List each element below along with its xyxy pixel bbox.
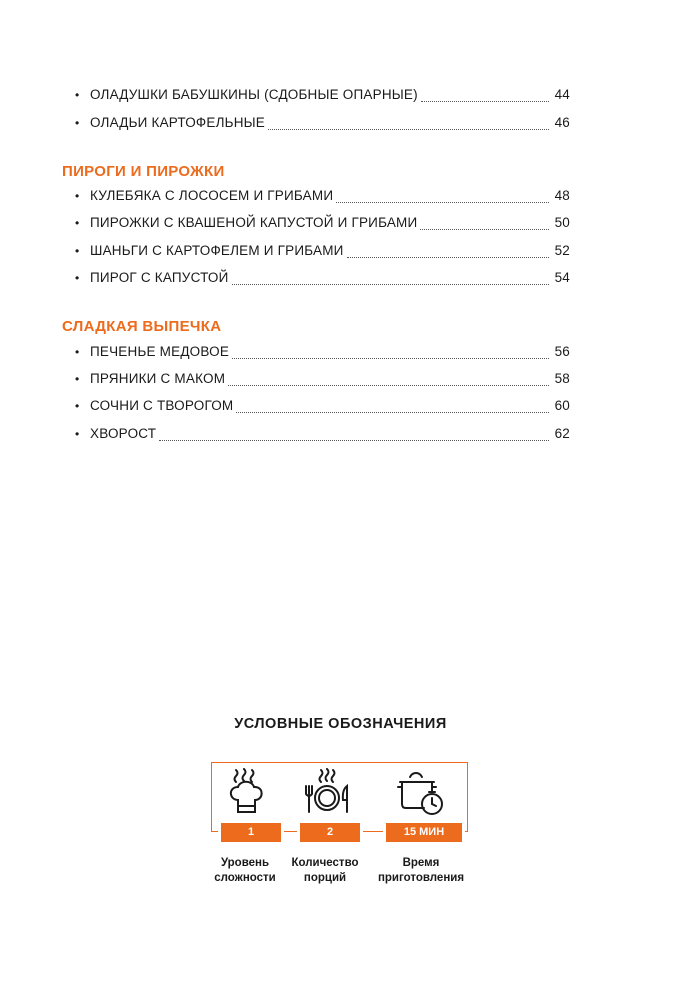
toc-entry[interactable] xyxy=(62,243,570,263)
toc-entry-page: 52 xyxy=(554,243,570,258)
toc-entry-title: ХВОРОСТ xyxy=(90,426,157,441)
bullet: • xyxy=(75,399,80,413)
bullet: • xyxy=(75,88,80,102)
section-title-pies: ПИРОГИ И ПИРОЖКИ xyxy=(62,163,225,180)
bullet: • xyxy=(75,372,80,386)
toc-entry-title: КУЛЕБЯКА С ЛОСОСЕМ И ГРИБАМИ xyxy=(90,188,334,203)
toc-entry[interactable] xyxy=(62,270,570,290)
caption-line: Уровень xyxy=(220,857,270,869)
bullet: • xyxy=(75,271,80,285)
toc-entry[interactable] xyxy=(62,371,570,391)
toc-entry-page: 46 xyxy=(554,115,570,130)
bullet: • xyxy=(75,345,80,359)
toc-entry[interactable] xyxy=(62,215,570,235)
legend-caption-servings xyxy=(278,856,372,886)
bullet: • xyxy=(75,244,80,258)
dot-leader xyxy=(232,357,549,359)
bullet: • xyxy=(75,216,80,230)
caption-line: Количество xyxy=(291,857,359,869)
time-badge: 15 МИН xyxy=(383,820,465,845)
toc-entry-page: 50 xyxy=(554,215,570,230)
dot-leader xyxy=(336,201,549,203)
caption-line: Время xyxy=(402,857,440,869)
servings-badge: 2 xyxy=(297,820,363,845)
toc-entry[interactable] xyxy=(62,398,570,418)
bullet: • xyxy=(75,427,80,441)
toc-entry-title: ШАНЬГИ С КАРТОФЕЛЕМ И ГРИБАМИ xyxy=(90,243,344,258)
toc-entry-title: ПЕЧЕНЬЕ МЕДОВОЕ xyxy=(90,344,230,359)
bullet: • xyxy=(75,189,80,203)
toc-entry-title: ОЛАДЬИ КАРТОФЕЛЬНЫЕ xyxy=(90,115,266,130)
toc-entry[interactable] xyxy=(62,344,570,364)
toc-entry-title: ОЛАДУШКИ БАБУШКИНЫ (СДОБНЫЕ ОПАРНЫЕ) xyxy=(90,87,418,102)
toc-entry-page: 48 xyxy=(554,188,570,203)
caption-line: сложности xyxy=(214,872,276,884)
toc-entry-page: 60 xyxy=(554,398,570,413)
caption-line: приготовления xyxy=(377,872,465,884)
toc-entry-title: ПРЯНИКИ С МАКОМ xyxy=(90,371,226,386)
toc-entry-page: 58 xyxy=(554,371,570,386)
toc-entry[interactable] xyxy=(62,87,570,107)
dot-leader xyxy=(268,128,549,130)
dot-leader xyxy=(421,100,549,102)
difficulty-badge: 1 xyxy=(218,820,284,845)
caption-line: порций xyxy=(303,872,347,884)
legend-title: УСЛОВНЫЕ ОБОЗНАЧЕНИЯ xyxy=(234,716,447,732)
bullet: • xyxy=(75,116,80,130)
toc-entry[interactable] xyxy=(62,115,570,135)
toc-entry-title: ПИРОЖКИ С КВАШЕНОЙ КАПУСТОЙ И ГРИБАМИ xyxy=(90,215,418,230)
dot-leader xyxy=(228,384,549,386)
toc-entry-page: 54 xyxy=(554,270,570,285)
toc-entry-page: 62 xyxy=(554,426,570,441)
toc-entry-page: 44 xyxy=(554,87,570,102)
dot-leader xyxy=(232,283,549,285)
chef-hat-icon xyxy=(224,768,272,816)
toc-entry[interactable] xyxy=(62,188,570,208)
dot-leader xyxy=(236,411,549,413)
toc-entry-title: СОЧНИ С ТВОРОГОМ xyxy=(90,398,234,413)
legend-caption-time xyxy=(366,856,476,886)
dot-leader xyxy=(347,256,549,258)
plate-cutlery-icon xyxy=(302,768,352,816)
section-title-sweet: СЛАДКАЯ ВЫПЕЧКА xyxy=(62,318,222,335)
dot-leader xyxy=(420,228,549,230)
pot-timer-icon xyxy=(394,768,446,820)
dot-leader xyxy=(159,439,549,441)
toc-entry-title: ПИРОГ С КАПУСТОЙ xyxy=(90,270,229,285)
toc-entry[interactable] xyxy=(62,426,570,446)
toc-entry-page: 56 xyxy=(554,344,570,359)
